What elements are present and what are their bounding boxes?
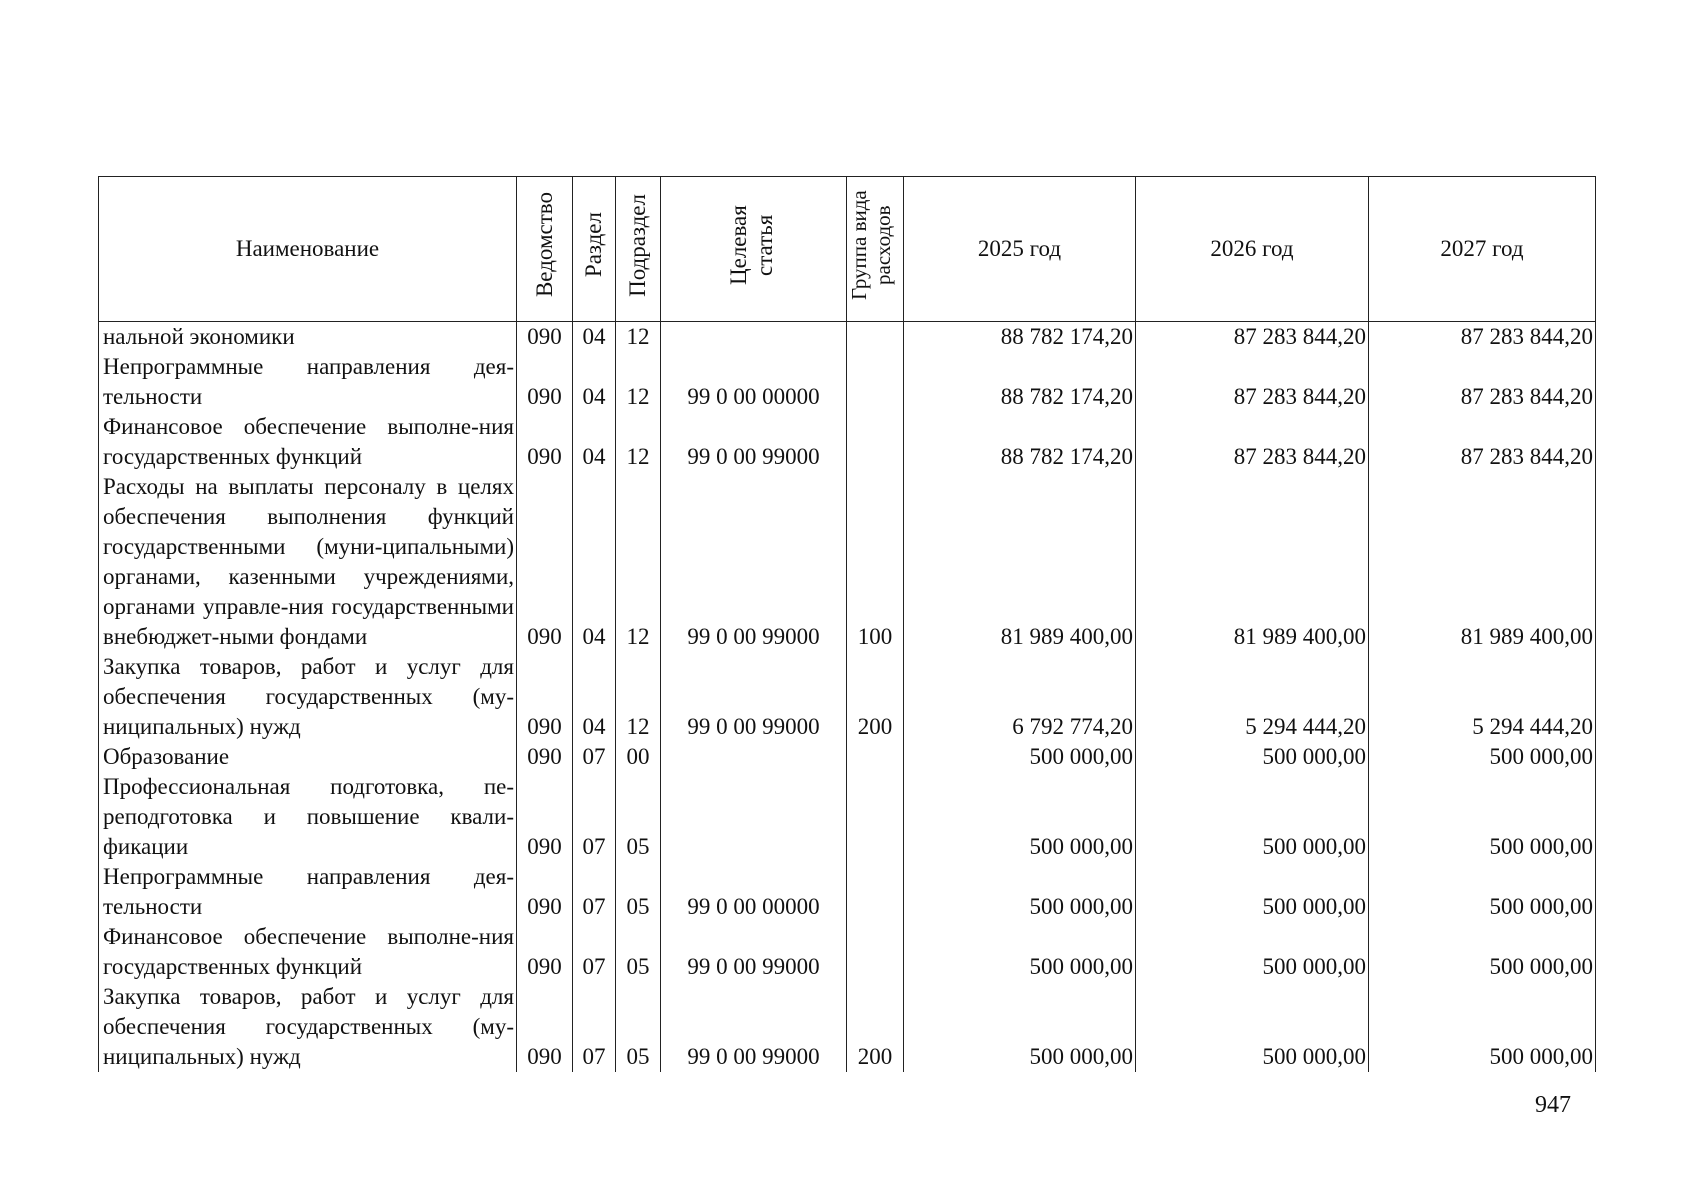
row-2027: 500 000,00 bbox=[1369, 922, 1596, 982]
row-subsection: 00 bbox=[616, 742, 661, 772]
row-2027: 87 283 844,20 bbox=[1369, 412, 1596, 472]
header-dept: Ведомство bbox=[517, 177, 573, 322]
row-section: 04 bbox=[573, 472, 616, 652]
row-2027: 81 989 400,00 bbox=[1369, 472, 1596, 652]
row-2026: 81 989 400,00 bbox=[1136, 472, 1369, 652]
row-target: 99 0 00 00000 bbox=[661, 352, 847, 412]
table-row bbox=[99, 322, 1596, 353]
page-number: 947 bbox=[1535, 1092, 1571, 1118]
row-target bbox=[661, 742, 847, 772]
table-row bbox=[99, 862, 1596, 922]
row-target bbox=[661, 322, 847, 353]
row-section: 07 bbox=[573, 982, 616, 1072]
row-section: 07 bbox=[573, 922, 616, 982]
row-target bbox=[661, 772, 847, 862]
row-target: 99 0 00 99000 bbox=[661, 652, 847, 742]
row-exp-group bbox=[847, 742, 904, 772]
header-subsection: Подраздел bbox=[616, 177, 661, 322]
row-2025: 88 782 174,20 bbox=[904, 352, 1136, 412]
row-section: 04 bbox=[573, 652, 616, 742]
row-2026: 87 283 844,20 bbox=[1136, 412, 1369, 472]
row-dept: 090 bbox=[517, 772, 573, 862]
row-2027: 500 000,00 bbox=[1369, 982, 1596, 1072]
row-exp-group bbox=[847, 922, 904, 982]
row-2025: 500 000,00 bbox=[904, 742, 1136, 772]
table-row bbox=[99, 772, 1596, 862]
row-subsection: 05 bbox=[616, 862, 661, 922]
row-subsection: 12 bbox=[616, 652, 661, 742]
row-2027: 500 000,00 bbox=[1369, 772, 1596, 862]
row-2025: 6 792 774,20 bbox=[904, 652, 1136, 742]
table-row bbox=[99, 922, 1596, 982]
row-subsection: 05 bbox=[616, 922, 661, 982]
row-target: 99 0 00 00000 bbox=[661, 862, 847, 922]
table-row bbox=[99, 742, 1596, 772]
row-dept: 090 bbox=[517, 322, 573, 353]
row-dept: 090 bbox=[517, 652, 573, 742]
row-name: Закупка товаров, работ и услуг для обеспечения государственных (му-ниципальных) нужд bbox=[99, 982, 517, 1072]
header-2025: 2025 год bbox=[904, 177, 1136, 322]
row-2025: 88 782 174,20 bbox=[904, 412, 1136, 472]
header-2026: 2026 год bbox=[1136, 177, 1369, 322]
row-subsection: 12 bbox=[616, 322, 661, 353]
row-name: Финансовое обеспечение выполне-ния государственных функций bbox=[99, 922, 517, 982]
table-row bbox=[99, 352, 1596, 412]
table-row bbox=[99, 982, 1596, 1072]
header-2027: 2027 год bbox=[1369, 177, 1596, 322]
row-2025: 88 782 174,20 bbox=[904, 322, 1136, 353]
row-target: 99 0 00 99000 bbox=[661, 922, 847, 982]
row-name: Финансовое обеспечение выполне-ния государственных функций bbox=[99, 412, 517, 472]
row-subsection: 05 bbox=[616, 772, 661, 862]
row-2027: 87 283 844,20 bbox=[1369, 352, 1596, 412]
row-2025: 500 000,00 bbox=[904, 772, 1136, 862]
row-exp-group bbox=[847, 772, 904, 862]
row-exp-group: 200 bbox=[847, 652, 904, 742]
row-2026: 500 000,00 bbox=[1136, 772, 1369, 862]
row-2025: 81 989 400,00 bbox=[904, 472, 1136, 652]
row-name: Профессиональная подготовка, пе-реподготовка и повышение квали-фикации bbox=[99, 772, 517, 862]
row-dept: 090 bbox=[517, 862, 573, 922]
row-section: 07 bbox=[573, 772, 616, 862]
row-dept: 090 bbox=[517, 412, 573, 472]
row-exp-group: 100 bbox=[847, 472, 904, 652]
row-name: Расходы на выплаты персоналу в целях обеспечения выполнения функций государственными (муни-ципальными) органами, казенными учреждениями, органами управле-ния государственными внебюджет-ными фондами bbox=[99, 472, 517, 652]
row-subsection: 12 bbox=[616, 412, 661, 472]
row-dept: 090 bbox=[517, 742, 573, 772]
row-name: Образование bbox=[99, 742, 517, 772]
row-name: нальной экономики bbox=[99, 322, 517, 353]
row-2026: 500 000,00 bbox=[1136, 982, 1369, 1072]
row-target: 99 0 00 99000 bbox=[661, 472, 847, 652]
row-2025: 500 000,00 bbox=[904, 922, 1136, 982]
table-row bbox=[99, 652, 1596, 742]
table-row bbox=[99, 412, 1596, 472]
row-target: 99 0 00 99000 bbox=[661, 982, 847, 1072]
header-target: Целевая статья bbox=[661, 177, 847, 322]
table-header bbox=[99, 177, 1596, 322]
row-2026: 87 283 844,20 bbox=[1136, 352, 1369, 412]
row-2025: 500 000,00 bbox=[904, 862, 1136, 922]
row-section: 04 bbox=[573, 352, 616, 412]
row-2026: 87 283 844,20 bbox=[1136, 322, 1369, 353]
header-exp-group: Группа вида расходов bbox=[847, 177, 904, 322]
row-name: Непрограммные направления дея-тельности bbox=[99, 352, 517, 412]
row-dept: 090 bbox=[517, 472, 573, 652]
row-section: 07 bbox=[573, 862, 616, 922]
row-2026: 500 000,00 bbox=[1136, 922, 1369, 982]
row-exp-group bbox=[847, 412, 904, 472]
row-subsection: 05 bbox=[616, 982, 661, 1072]
row-dept: 090 bbox=[517, 352, 573, 412]
row-2027: 500 000,00 bbox=[1369, 742, 1596, 772]
row-2027: 5 294 444,20 bbox=[1369, 652, 1596, 742]
row-2027: 87 283 844,20 bbox=[1369, 322, 1596, 353]
row-dept: 090 bbox=[517, 982, 573, 1072]
row-exp-group bbox=[847, 322, 904, 353]
row-section: 04 bbox=[573, 322, 616, 353]
row-target: 99 0 00 99000 bbox=[661, 412, 847, 472]
header-section: Раздел bbox=[573, 177, 616, 322]
table-body bbox=[99, 322, 1596, 1073]
row-section: 04 bbox=[573, 412, 616, 472]
row-2026: 500 000,00 bbox=[1136, 862, 1369, 922]
row-section: 07 bbox=[573, 742, 616, 772]
row-exp-group: 200 bbox=[847, 982, 904, 1072]
row-name: Непрограммные направления дея-тельности bbox=[99, 862, 517, 922]
row-subsection: 12 bbox=[616, 472, 661, 652]
row-dept: 090 bbox=[517, 922, 573, 982]
row-2026: 5 294 444,20 bbox=[1136, 652, 1369, 742]
row-2026: 500 000,00 bbox=[1136, 742, 1369, 772]
header-name: Наименование bbox=[99, 177, 517, 322]
row-2025: 500 000,00 bbox=[904, 982, 1136, 1072]
table-row bbox=[99, 472, 1596, 652]
budget-table bbox=[98, 176, 1596, 1072]
row-exp-group bbox=[847, 862, 904, 922]
row-2027: 500 000,00 bbox=[1369, 862, 1596, 922]
row-exp-group bbox=[847, 352, 904, 412]
row-subsection: 12 bbox=[616, 352, 661, 412]
row-name: Закупка товаров, работ и услуг для обеспечения государственных (му-ниципальных) нужд bbox=[99, 652, 517, 742]
